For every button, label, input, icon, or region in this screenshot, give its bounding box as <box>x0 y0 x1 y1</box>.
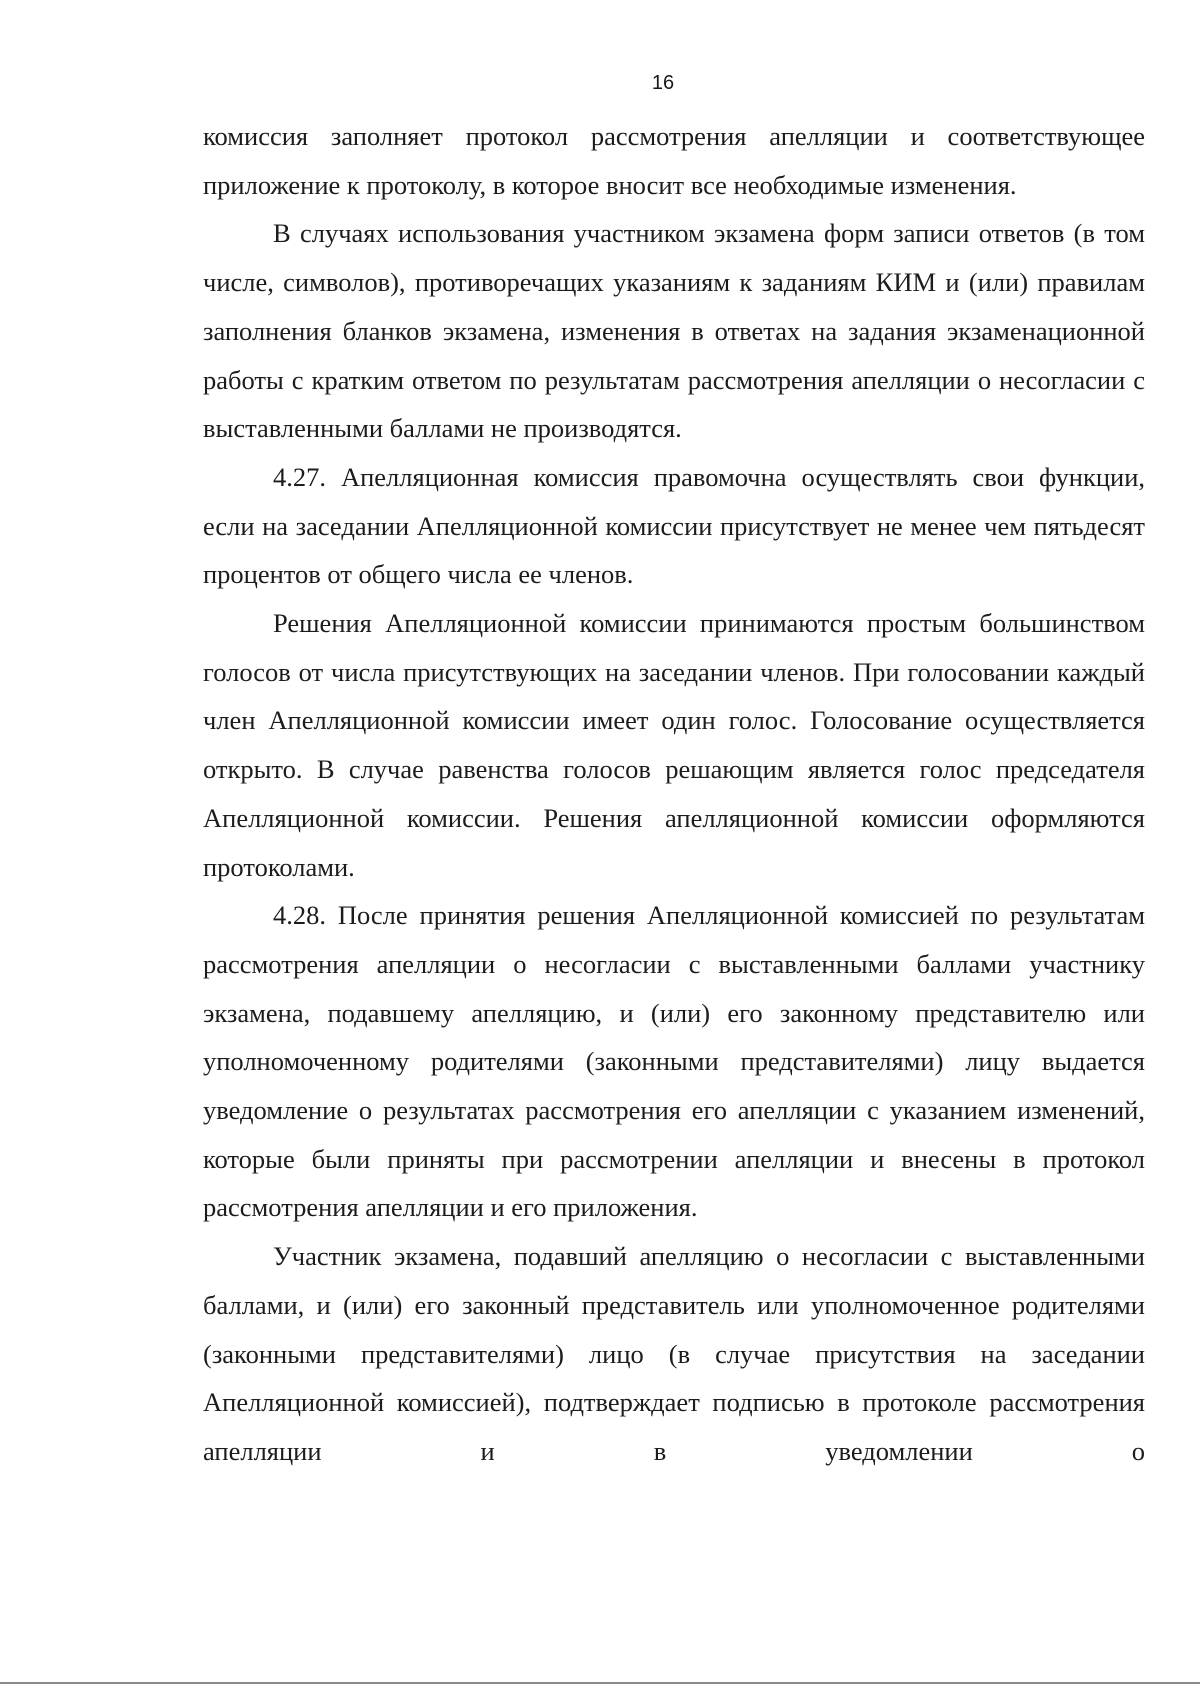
paragraph-continuation: комиссия заполняет протокол рассмотрения апелляции и соответствующее приложение к протоколу, в которое вносит все необходимые изменения. <box>203 121 1145 200</box>
document-body <box>203 112 1145 1476</box>
paragraph-answer-forms: В случаях использования участником экзамена форм записи ответов (в том числе, символов), противоречащих указаниям к заданиям КИМ и (или) правилам заполнения бланков экзамена, изменения в ответах на задания экзаменационной работы с кратким ответом по результатам рассмотрения апелляции о несогласии с выставленными баллами не производятся. <box>203 218 1145 444</box>
paragraph-decisions: Решения Апелляционной комиссии принимаются простым большинством голосов от числа присутствующих на заседании членов. При голосовании каждый член Апелляционной комиссии имеет один голос. Голосование осуществляется открыто. В случае равенства голосов решающим является голос председателя Апелляционной комиссии. Решения апелляционной комиссии оформляются протоколами. <box>203 608 1145 882</box>
paragraph-participant-signature: Участник экзамена, подавший апелляцию о несогласии с выставленными баллами, и (или) его законный представитель или уполномоченное родителями (законными представителями) лицо (в случае присутствия на заседании Апелляционной комиссией), подтверждает подписью в протоколе рассмотрения апелляции и в уведомлении о <box>203 1241 1145 1466</box>
page-bottom-edge <box>0 1682 1200 1684</box>
paragraph-4-27: 4.27. Апелляционная комиссия правомочна осуществлять свои функции, если на заседании Апелляционной комиссии присутствует не менее чем пятьдесят процентов от общего числа ее членов. <box>203 461 1145 590</box>
page-number <box>0 72 1200 95</box>
paragraph-4-28: 4.28. После принятия решения Апелляционной комиссией по результатам рассмотрения апелляции о несогласии с выставленными баллами участнику экзамена, подавшему апелляцию, и (или) его законному представителю или уполномоченному родителями (законными представителями) лицу выдается уведомление о результатах рассмотрения его апелляции с указанием изменений, которые были приняты при рассмотрении апелляции и внесены в протокол рассмотрения апелляции и его приложения. <box>203 900 1145 1223</box>
page-number-text: 16 <box>651 72 675 94</box>
